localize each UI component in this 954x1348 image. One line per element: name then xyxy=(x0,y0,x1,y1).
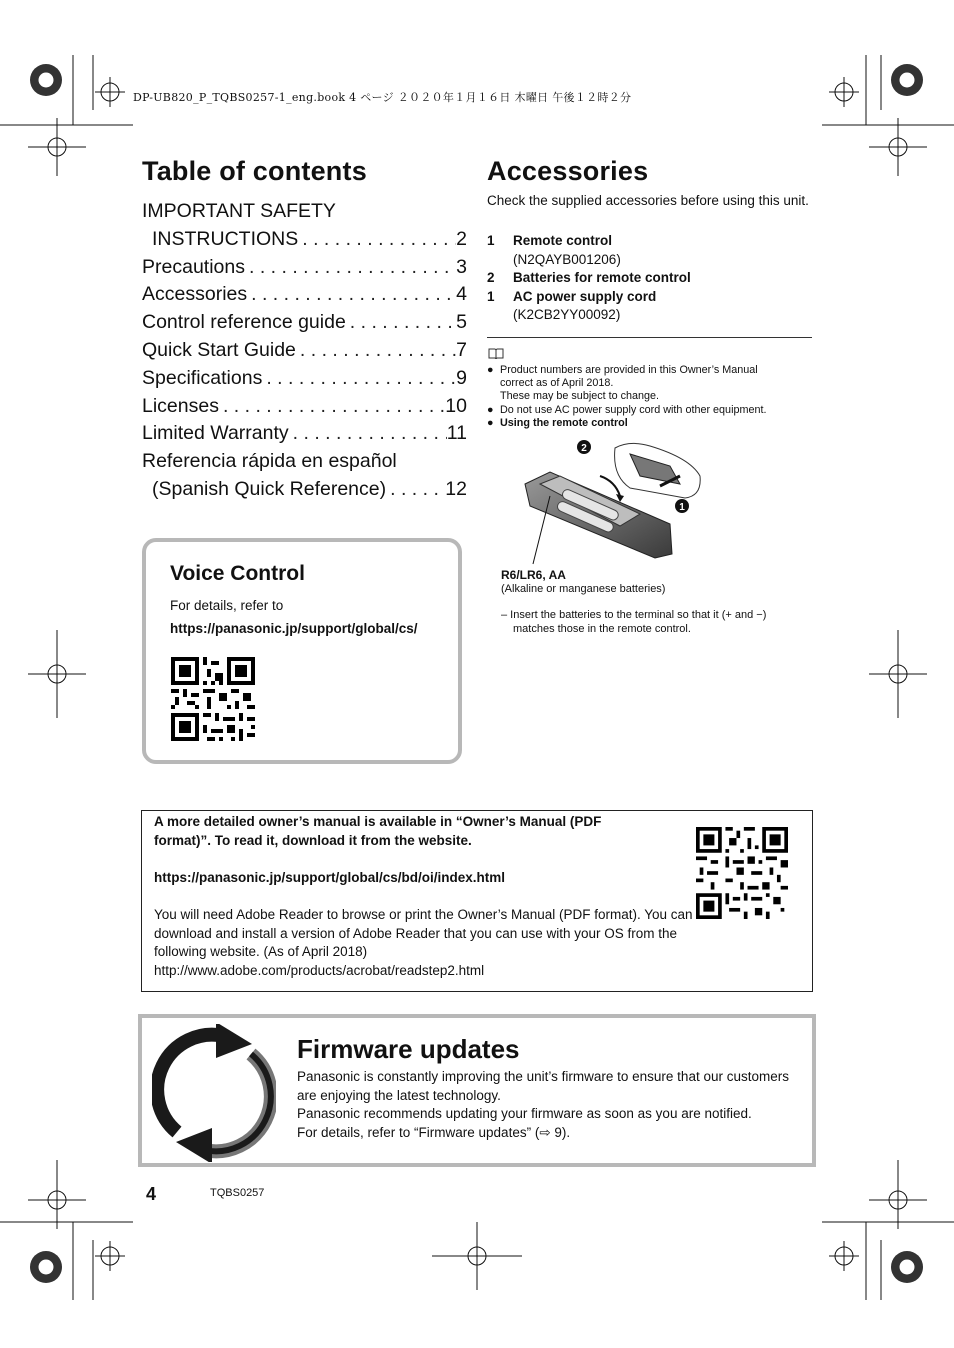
leader-dots xyxy=(346,309,456,337)
owners-manual-body: You will need Adobe Reader to browse or print the Owner’s Manual (PDF format). You can download and install a version of Adobe Reader that you can use with your OS from the following website. (As of April 2018) xyxy=(154,906,693,960)
accessory-item xyxy=(487,288,817,325)
document-code: TQBS0257 xyxy=(210,1187,265,1199)
callout-1: 1 xyxy=(679,502,685,513)
toc-entry-line1 xyxy=(142,198,467,226)
accessory-item xyxy=(487,232,817,269)
leader-dots xyxy=(219,393,445,421)
leader-dots xyxy=(289,420,447,448)
toc-entry-label: Referencia rápida en español xyxy=(142,450,397,473)
toc-entry[interactable] xyxy=(142,393,467,421)
toc-entry[interactable] xyxy=(142,254,467,282)
toc-entry-label: Limited Warranty xyxy=(142,422,289,445)
notes xyxy=(487,364,817,430)
toc-entry-page: 10 xyxy=(445,394,467,417)
battery-note-line: – Insert the batteries to the terminal so that it (+ and −) xyxy=(501,609,767,621)
firmware-text xyxy=(297,1068,807,1142)
toc-title: Table of contents xyxy=(142,156,367,186)
firmware-para: Panasonic recommends updating your firmware as soon as you are notified. xyxy=(297,1106,752,1122)
firmware-para: For details, refer to “Firmware updates” (⇨ 9). xyxy=(297,1124,571,1140)
accessory-qty: 1 xyxy=(487,288,495,304)
callout-2: 2 xyxy=(581,443,587,454)
note-item xyxy=(487,417,817,430)
note-item xyxy=(487,364,817,404)
accessory-qty: 1 xyxy=(487,233,495,248)
leader-dots xyxy=(296,337,456,365)
voice-control-url[interactable]: https://panasonic.jp/support/global/cs/ xyxy=(170,621,418,636)
toc-entry-page: 11 xyxy=(446,422,467,445)
accessory-name: AC power supply cord xyxy=(513,288,657,304)
owners-manual-text xyxy=(154,813,694,980)
toc-entry[interactable] xyxy=(142,420,467,448)
toc-entry-label: Control reference guide xyxy=(142,311,346,334)
qr-code-icon xyxy=(171,657,255,741)
owners-manual-heading: A more detailed owner’s manual is available in “Owner’s Manual (PDF format)”. To read it, download it from the website. xyxy=(154,814,602,848)
toc-entry-page: 12 xyxy=(445,477,467,500)
remote-battery-illustration xyxy=(520,436,710,566)
toc-entry[interactable] xyxy=(142,281,467,309)
firmware-para: Panasonic is constantly improving the unit’s firmware to ensure that our customers are enjoying the latest technology. xyxy=(297,1069,789,1103)
note-text: These may be subject to change. xyxy=(500,390,660,403)
leader-dots xyxy=(247,281,456,309)
owners-manual-box xyxy=(141,810,813,992)
toc-entry[interactable] xyxy=(142,365,467,393)
battery-note-line: matches those in the remote control. xyxy=(513,622,691,635)
accessory-name: Remote control xyxy=(513,233,613,248)
leader-dots xyxy=(298,226,456,254)
toc-entry[interactable] xyxy=(142,226,467,254)
battery-label: R6/LR6, AA xyxy=(501,568,566,582)
accessory-name: Batteries for remote control xyxy=(513,270,691,286)
leader-dots xyxy=(245,254,456,282)
note-text: Do not use AC power supply cord with other equipment. xyxy=(500,403,767,416)
battery-sub: (Alkaline or manganese batteries) xyxy=(501,583,666,595)
bullet-icon: ● xyxy=(487,403,494,416)
toc-entry-label: Specifications xyxy=(142,366,263,389)
bullet-icon: ● xyxy=(487,416,494,429)
accessories-list xyxy=(487,232,817,325)
toc-entry-page: 3 xyxy=(456,255,467,278)
battery-note xyxy=(501,609,811,636)
note-text: correct as of April 2018. xyxy=(500,377,614,390)
leader-dots xyxy=(262,365,456,393)
owners-manual-url[interactable]: https://panasonic.jp/support/global/cs/bd/oi/index.html xyxy=(154,869,506,885)
toc-entry-label: IMPORTANT SAFETY xyxy=(142,200,336,222)
toc-entry-label: Accessories xyxy=(142,283,248,306)
toc-list xyxy=(142,198,467,504)
note-text: Product numbers are provided in this Owner’s Manual xyxy=(500,364,758,376)
toc-entry-page: 2 xyxy=(456,227,467,250)
bullet-icon: ● xyxy=(487,364,494,376)
note-text: Using the remote control xyxy=(500,416,628,429)
toc-entry-label: Precautions xyxy=(142,255,245,278)
toc-entry-label: (Spanish Quick Reference) xyxy=(152,477,387,500)
accessory-code: (N2QAYB001206) xyxy=(513,251,621,267)
firmware-title: Firmware updates xyxy=(297,1034,520,1064)
divider xyxy=(487,337,812,338)
accessory-code: (K2CB2YY00092) xyxy=(513,307,621,323)
page-number: 4 xyxy=(146,1184,157,1204)
toc-entry-page: 9 xyxy=(456,366,467,389)
accessories-title: Accessories xyxy=(487,156,649,186)
voice-control-box xyxy=(142,538,462,764)
book-note-icon xyxy=(488,347,504,359)
toc-entry[interactable] xyxy=(142,309,467,337)
toc-entry-label: Quick Start Guide xyxy=(142,338,296,361)
accessory-qty: 2 xyxy=(487,270,495,286)
accessory-item xyxy=(487,269,817,288)
print-header: DP-UB820_P_TQBS0257-1_eng.book 4 ページ ２０２０年１月１６日 木曜日 午後１２時２分 xyxy=(133,91,632,104)
toc-entry-page: 4 xyxy=(456,283,467,306)
toc-entry[interactable] xyxy=(142,337,467,365)
toc-entry-line1 xyxy=(142,448,467,476)
voice-control-title: Voice Control xyxy=(170,562,305,585)
note-item xyxy=(487,404,817,417)
leader-dots xyxy=(386,476,445,504)
toc-entry-page: 5 xyxy=(456,311,467,334)
toc-entry-label: Licenses xyxy=(142,394,219,417)
toc-entry-page: 7 xyxy=(456,338,467,361)
firmware-updates-box xyxy=(138,1014,816,1167)
refresh-icon xyxy=(152,1024,276,1162)
accessories-intro: Check the supplied accessories before using this unit. xyxy=(487,193,809,208)
toc-entry[interactable] xyxy=(142,476,467,504)
adobe-url[interactable]: http://www.adobe.com/products/acrobat/readstep2.html xyxy=(154,962,485,978)
toc-entry-label: INSTRUCTIONS xyxy=(152,227,299,250)
voice-control-description: For details, refer to xyxy=(170,598,284,613)
qr-code-icon xyxy=(696,827,788,919)
